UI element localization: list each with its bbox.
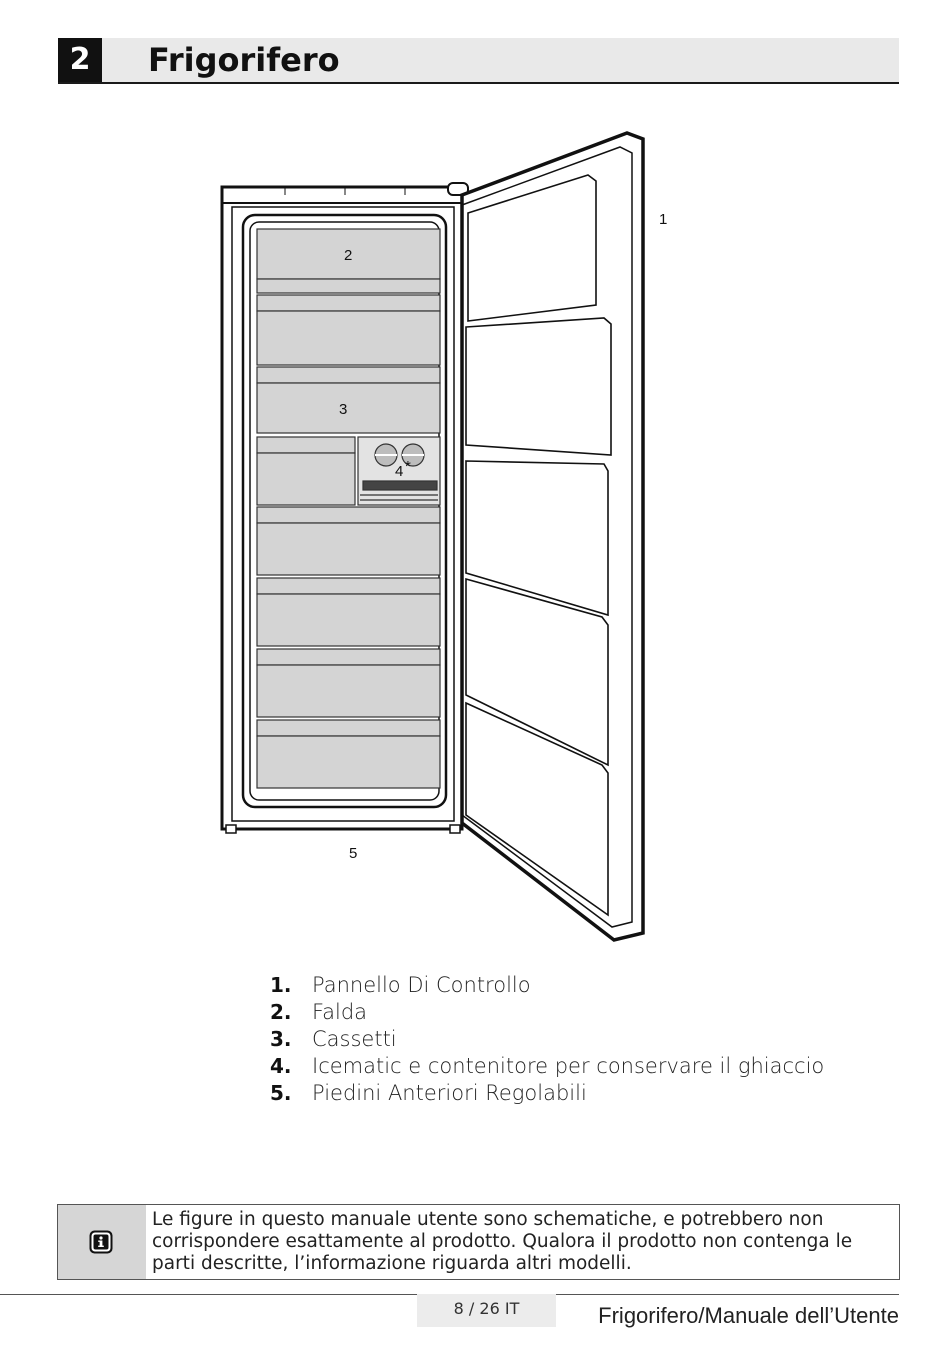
callout-4: 4 [395, 463, 404, 480]
legend-item [270, 1080, 824, 1107]
parts-legend [270, 972, 824, 1107]
legend-text: Cassetti [312, 1027, 397, 1051]
legend-text: Pannello Di Controllo [312, 973, 531, 997]
legend-number: 3. [270, 1027, 292, 1051]
door [462, 133, 643, 940]
legend-text: Falda [312, 1000, 368, 1024]
legend-text: Piedini Anteriori Regolabili [312, 1081, 587, 1105]
note-icon-cell [58, 1205, 146, 1279]
callout-3: 3 [339, 401, 348, 418]
legend-item [270, 1053, 824, 1080]
callout-5: 5 [349, 845, 358, 862]
footer-title: Frigorifero/Manuale dell’Utente [598, 1303, 899, 1328]
drawers [257, 229, 440, 788]
legend-item [270, 1026, 824, 1053]
callout-1: 1 [659, 211, 668, 228]
legend-number: 2. [270, 1000, 292, 1024]
section-number: 2 [58, 38, 102, 82]
legend-item [270, 999, 824, 1026]
legend-number: 5. [270, 1081, 292, 1105]
legend-text: Icematic e contenitore per conservare il ghiaccio [312, 1054, 825, 1078]
page-number: 8 / 26 IT [417, 1294, 556, 1327]
section-header [58, 38, 899, 84]
callout-4-asterisk: * [405, 458, 411, 475]
refrigerator-illustration [200, 125, 700, 945]
legend-number: 1. [270, 973, 292, 997]
section-title: Frigorifero [148, 41, 340, 79]
legend-number: 4. [270, 1054, 292, 1078]
note-text: Le figure in questo manuale utente sono schematiche, e potrebbero non corrispondere esattamente al prodotto. Qualora il prodotto non contenga le parti descritte, l’informazione riguarda altri modelli. [152, 1209, 853, 1274]
info-icon [89, 1230, 113, 1254]
callout-2: 2 [344, 247, 353, 264]
info-note [57, 1204, 900, 1280]
legend-item [270, 972, 824, 999]
